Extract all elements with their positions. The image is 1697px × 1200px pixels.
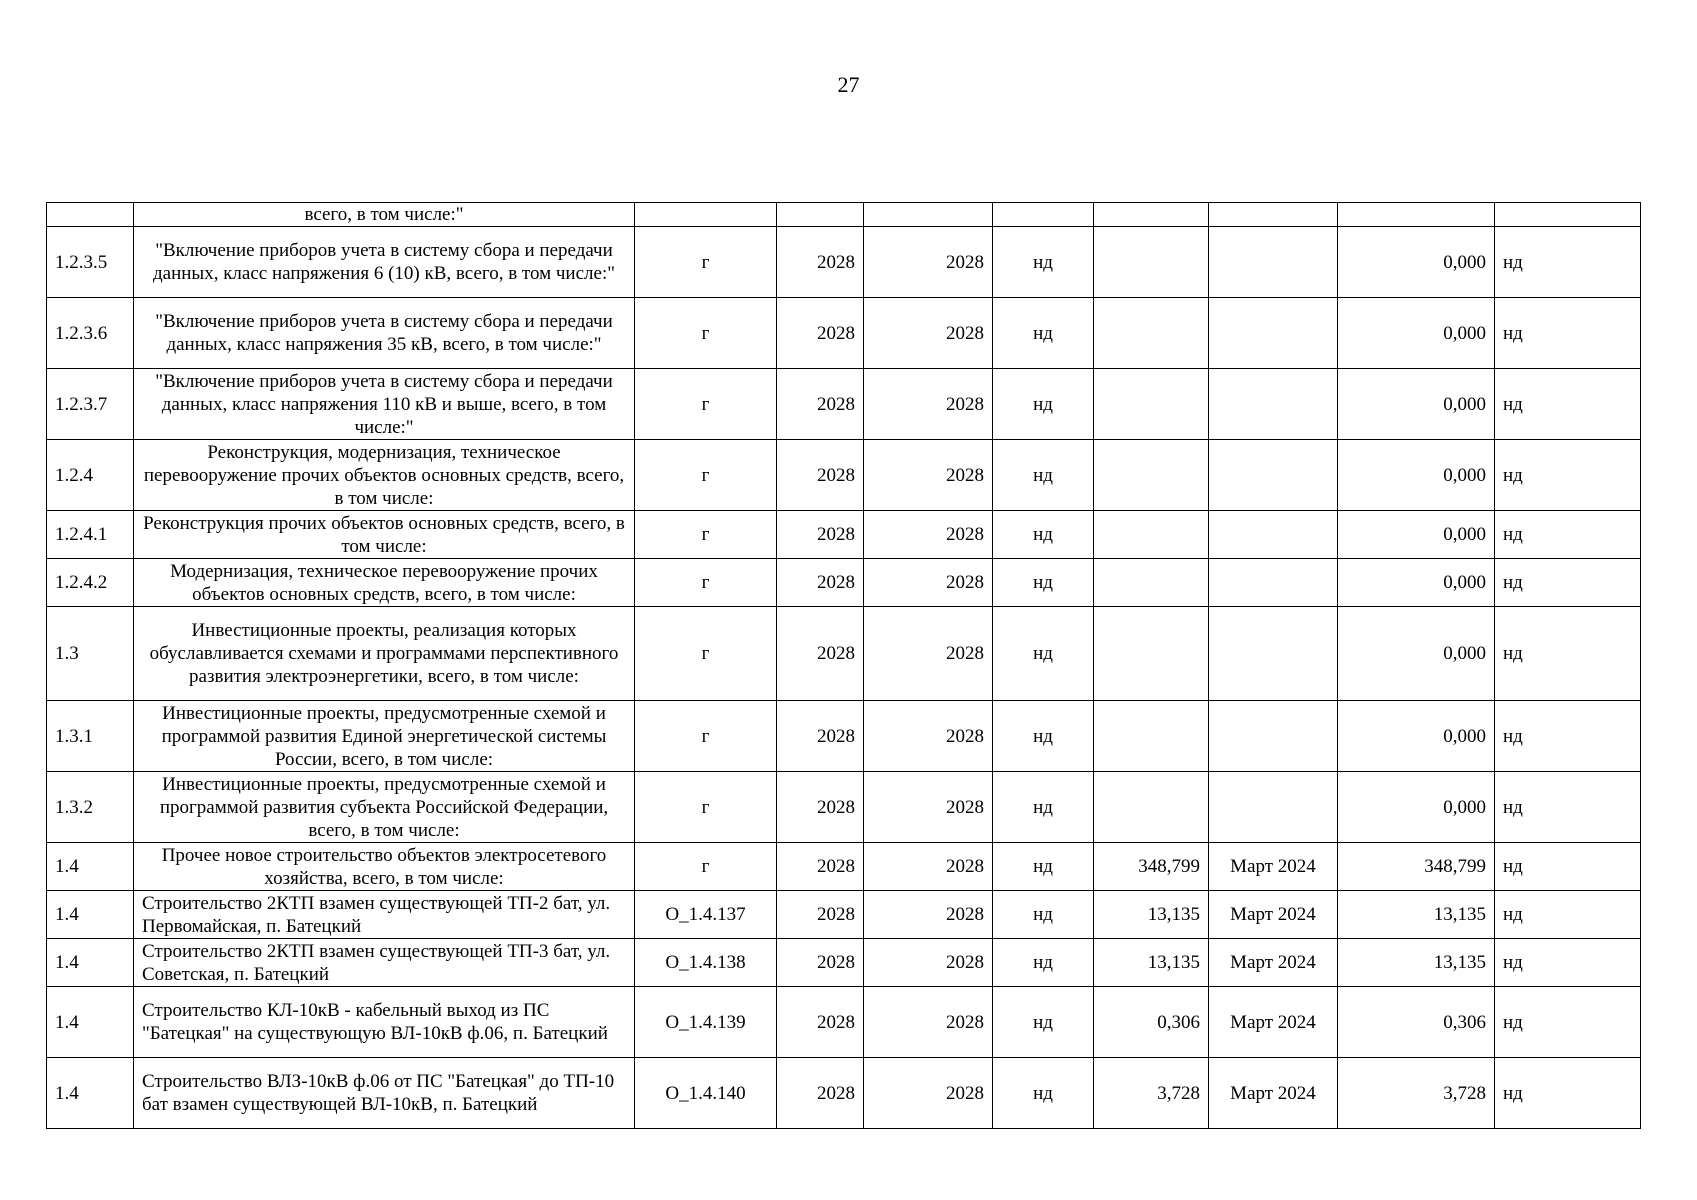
row-nd: нд: [993, 607, 1094, 701]
row-value: [1094, 227, 1209, 298]
row-total: 348,799: [1338, 843, 1495, 891]
row-value: [1094, 203, 1209, 227]
row-value: [1094, 511, 1209, 559]
row-date: [1209, 440, 1338, 511]
page-number: 27: [837, 72, 860, 97]
row-nd-final: нд: [1495, 227, 1641, 298]
row-year-end: 2028: [864, 298, 993, 369]
table-row: [47, 440, 1641, 511]
table-row: [47, 607, 1641, 701]
row-id: О_1.4.140: [635, 1058, 777, 1129]
table-row: [47, 559, 1641, 607]
table-row: [47, 843, 1641, 891]
row-nd: нд: [993, 772, 1094, 843]
row-year-end: 2028: [864, 939, 993, 987]
row-nd-final: нд: [1495, 559, 1641, 607]
row-code: 1.4: [47, 843, 134, 891]
row-nd-final: нд: [1495, 607, 1641, 701]
row-name: Прочее новое строительство объектов электросетевого хозяйства, всего, в том числе:: [134, 843, 635, 891]
row-code: 1.2.3.5: [47, 227, 134, 298]
row-year-start: 2028: [777, 987, 864, 1058]
row-nd: нд: [993, 843, 1094, 891]
table-row: [47, 987, 1641, 1058]
table-row: [47, 511, 1641, 559]
row-nd-final: нд: [1495, 987, 1641, 1058]
row-year-end: 2028: [864, 843, 993, 891]
row-id: г: [635, 440, 777, 511]
row-total: 13,135: [1338, 939, 1495, 987]
row-nd: нд: [993, 440, 1094, 511]
row-value: [1094, 369, 1209, 440]
row-year-end: 2028: [864, 511, 993, 559]
row-nd-final: [1495, 203, 1641, 227]
row-total: 3,728: [1338, 1058, 1495, 1129]
row-total: 0,306: [1338, 987, 1495, 1058]
row-name: "Включение приборов учета в систему сбора и передачи данных, класс напряжения 6 (10) кВ, всего, в том числе:": [134, 227, 635, 298]
row-year-start: 2028: [777, 440, 864, 511]
row-code: 1.4: [47, 891, 134, 939]
row-year-end: 2028: [864, 987, 993, 1058]
row-date: [1209, 203, 1338, 227]
row-name: "Включение приборов учета в систему сбора и передачи данных, класс напряжения 110 кВ и выше, всего, в том числе:": [134, 369, 635, 440]
row-date: [1209, 701, 1338, 772]
row-name: всего, в том числе:": [134, 203, 635, 227]
row-name: Инвестиционные проекты, предусмотренные схемой и программой развития Единой энергетической системы России, всего, в том числе:: [134, 701, 635, 772]
row-year-start: 2028: [777, 511, 864, 559]
row-value: 13,135: [1094, 891, 1209, 939]
table-row: [47, 772, 1641, 843]
row-name: Реконструкция прочих объектов основных средств, всего, в том числе:: [134, 511, 635, 559]
row-nd: нд: [993, 559, 1094, 607]
table-row: [47, 891, 1641, 939]
row-date: [1209, 298, 1338, 369]
row-date: [1209, 559, 1338, 607]
row-nd-final: нд: [1495, 298, 1641, 369]
row-nd: нд: [993, 227, 1094, 298]
row-value: [1094, 298, 1209, 369]
row-value: [1094, 440, 1209, 511]
row-total: 0,000: [1338, 298, 1495, 369]
row-name: Инвестиционные проекты, реализация которых обуславливается схемами и программами перспективного развития электроэнергетики, всего, в том числе:: [134, 607, 635, 701]
table-row: [47, 203, 1641, 227]
row-date: [1209, 227, 1338, 298]
row-code: 1.2.4.2: [47, 559, 134, 607]
table-row: [47, 369, 1641, 440]
row-nd-final: нд: [1495, 440, 1641, 511]
row-id: г: [635, 843, 777, 891]
row-name: Строительство 2КТП взамен существующей ТП-3 бат, ул. Советская, п. Батецкий: [134, 939, 635, 987]
row-year-end: 2028: [864, 559, 993, 607]
row-nd-final: нд: [1495, 891, 1641, 939]
row-name: Строительство КЛ-10кВ - кабельный выход из ПС "Батецкая" на существующую ВЛ-10кВ ф.06, п. Батецкий: [134, 987, 635, 1058]
row-date: Март 2024: [1209, 987, 1338, 1058]
row-id: О_1.4.139: [635, 987, 777, 1058]
row-id: г: [635, 701, 777, 772]
row-name: Модернизация, техническое перевооружение прочих объектов основных средств, всего, в том числе:: [134, 559, 635, 607]
row-year-end: 2028: [864, 701, 993, 772]
row-nd: нд: [993, 701, 1094, 772]
row-year-end: 2028: [864, 1058, 993, 1129]
row-total: 0,000: [1338, 772, 1495, 843]
row-nd-final: нд: [1495, 772, 1641, 843]
row-id: г: [635, 772, 777, 843]
row-date: [1209, 607, 1338, 701]
row-code: 1.4: [47, 1058, 134, 1129]
investment-table: [46, 202, 1641, 1129]
row-year-start: 2028: [777, 369, 864, 440]
row-year-end: 2028: [864, 440, 993, 511]
row-code: 1.4: [47, 939, 134, 987]
row-code: 1.2.4: [47, 440, 134, 511]
row-year-start: 2028: [777, 843, 864, 891]
row-value: [1094, 559, 1209, 607]
row-total: 13,135: [1338, 891, 1495, 939]
row-id: г: [635, 559, 777, 607]
row-id: г: [635, 369, 777, 440]
row-id: г: [635, 227, 777, 298]
row-value: 348,799: [1094, 843, 1209, 891]
row-nd-final: нд: [1495, 369, 1641, 440]
row-total: 0,000: [1338, 369, 1495, 440]
row-code: [47, 203, 134, 227]
row-year-end: 2028: [864, 227, 993, 298]
table-row: [47, 298, 1641, 369]
row-nd: нд: [993, 369, 1094, 440]
row-name: Строительство ВЛЗ-10кВ ф.06 от ПС "Батецкая" до ТП-10 бат взамен существующей ВЛ-10кВ, п. Батецкий: [134, 1058, 635, 1129]
row-year-start: 2028: [777, 891, 864, 939]
row-value: 3,728: [1094, 1058, 1209, 1129]
row-nd-final: нд: [1495, 701, 1641, 772]
row-year-end: [864, 203, 993, 227]
row-nd: нд: [993, 891, 1094, 939]
row-code: 1.2.3.6: [47, 298, 134, 369]
row-value: [1094, 772, 1209, 843]
row-name: Реконструкция, модернизация, техническое перевооружение прочих объектов основных средств, всего, в том числе:: [134, 440, 635, 511]
row-code: 1.3: [47, 607, 134, 701]
row-year-start: 2028: [777, 1058, 864, 1129]
row-year-start: 2028: [777, 939, 864, 987]
table-row: [47, 939, 1641, 987]
row-total: 0,000: [1338, 511, 1495, 559]
row-code: 1.4: [47, 987, 134, 1058]
row-year-start: 2028: [777, 298, 864, 369]
row-total: [1338, 203, 1495, 227]
table-row: [47, 701, 1641, 772]
row-value: [1094, 701, 1209, 772]
row-nd-final: нд: [1495, 511, 1641, 559]
row-code: 1.3.2: [47, 772, 134, 843]
row-id: [635, 203, 777, 227]
row-nd: нд: [993, 939, 1094, 987]
row-date: [1209, 772, 1338, 843]
table-row: [47, 1058, 1641, 1129]
row-nd: нд: [993, 511, 1094, 559]
row-date: Март 2024: [1209, 891, 1338, 939]
row-date: Март 2024: [1209, 843, 1338, 891]
row-id: г: [635, 607, 777, 701]
row-total: 0,000: [1338, 440, 1495, 511]
row-value: [1094, 607, 1209, 701]
row-year-start: 2028: [777, 607, 864, 701]
row-id: О_1.4.137: [635, 891, 777, 939]
row-nd-final: нд: [1495, 1058, 1641, 1129]
row-value: 0,306: [1094, 987, 1209, 1058]
row-nd: нд: [993, 298, 1094, 369]
row-id: г: [635, 298, 777, 369]
row-year-start: 2028: [777, 701, 864, 772]
row-total: 0,000: [1338, 607, 1495, 701]
row-year-start: 2028: [777, 227, 864, 298]
row-name: Строительство 2КТП взамен существующей ТП-2 бат, ул. Первомайская, п. Батецкий: [134, 891, 635, 939]
row-nd-final: нд: [1495, 939, 1641, 987]
row-nd-final: нд: [1495, 843, 1641, 891]
row-code: 1.2.3.7: [47, 369, 134, 440]
row-code: 1.2.4.1: [47, 511, 134, 559]
row-nd: нд: [993, 1058, 1094, 1129]
row-year-end: 2028: [864, 369, 993, 440]
row-date: [1209, 369, 1338, 440]
row-year-start: [777, 203, 864, 227]
row-total: 0,000: [1338, 559, 1495, 607]
row-year-start: 2028: [777, 559, 864, 607]
row-year-end: 2028: [864, 772, 993, 843]
row-name: "Включение приборов учета в систему сбора и передачи данных, класс напряжения 35 кВ, всего, в том числе:": [134, 298, 635, 369]
row-value: 13,135: [1094, 939, 1209, 987]
table-row: [47, 227, 1641, 298]
row-name: Инвестиционные проекты, предусмотренные схемой и программой развития субъекта Российской Федерации, всего, в том числе:: [134, 772, 635, 843]
row-total: 0,000: [1338, 701, 1495, 772]
row-code: 1.3.1: [47, 701, 134, 772]
row-id: г: [635, 511, 777, 559]
row-date: [1209, 511, 1338, 559]
row-year-start: 2028: [777, 772, 864, 843]
row-nd: нд: [993, 987, 1094, 1058]
row-total: 0,000: [1338, 227, 1495, 298]
row-nd: [993, 203, 1094, 227]
row-date: Март 2024: [1209, 1058, 1338, 1129]
row-date: Март 2024: [1209, 939, 1338, 987]
row-year-end: 2028: [864, 891, 993, 939]
row-id: О_1.4.138: [635, 939, 777, 987]
row-year-end: 2028: [864, 607, 993, 701]
